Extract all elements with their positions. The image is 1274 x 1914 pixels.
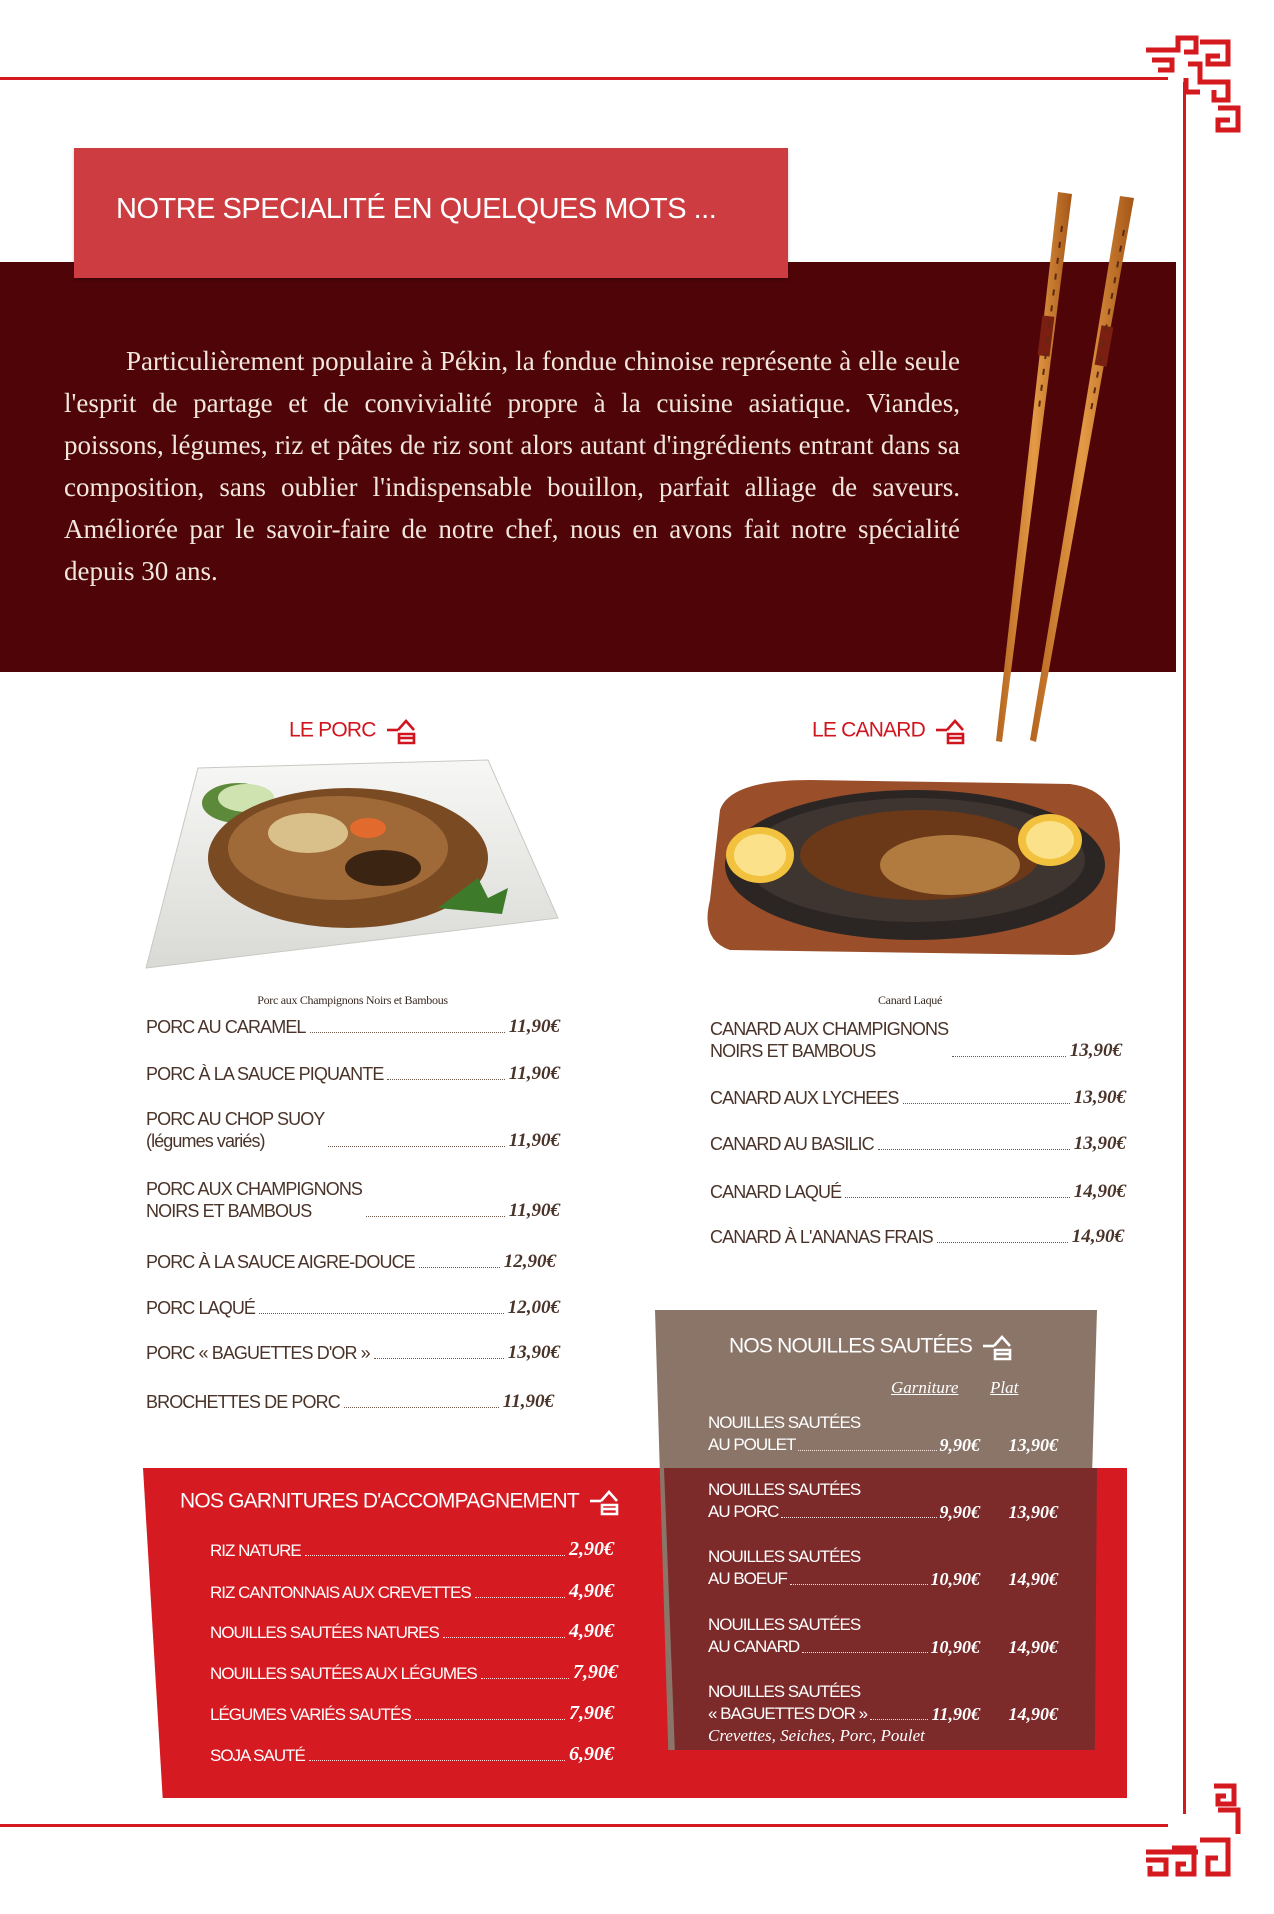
top-right-ornament-icon <box>1138 30 1248 140</box>
house-glyph-icon <box>385 717 417 745</box>
intro-text: Particulièrement populaire à Pékin, la fondue chinoise représente à elle seule l'esprit de partage et de convivialité propre à la cuisine asiatique. Viandes, poissons, légumes, riz et pâtes de riz sont alors autant d'ingrédients entrant dans sa composition, sans oublier l'indispensable bouillon, parfait alliage de saveurs. Améliorée par le savoir-faire de notre chef, nous en avons fait notre spécialité depuis 30 ans. <box>64 346 960 586</box>
house-glyph-icon <box>588 1488 620 1516</box>
garniture-item: NOUILLES SAUTÉES AUX LÉGUMES 7,90€ <box>210 1661 618 1683</box>
canard-title-text: LE CANARD <box>812 718 925 742</box>
garnitures-title-text: NOS GARNITURES D'ACCOMPAGNEMENT <box>180 1489 579 1513</box>
porc-dish-photo <box>138 748 568 980</box>
canard-section-title <box>812 717 966 745</box>
menu-item: PORC LAQUÉ 12,00€ <box>146 1297 560 1318</box>
garniture-item: SOJA SAUTÉ 6,90€ <box>210 1743 614 1765</box>
nouilles-item: NOUILLES SAUTÉES « BAGUETTES D'OR » 11,90€ 14,90€ Crevettes, Seiches, Porc, Poulet <box>708 1682 1058 1745</box>
column-header-garniture: Garniture <box>891 1378 959 1397</box>
page-title: NOTRE SPECIALITÉ EN QUELQUES MOTS ... <box>116 193 717 225</box>
porc-title-text: LE PORC <box>289 718 376 742</box>
garnitures-section-title <box>180 1488 620 1516</box>
menu-item: CANARD À L'ANANAS FRAIS 14,90€ <box>710 1226 1124 1247</box>
menu-item: PORC « BAGUETTES D'OR » 13,90€ <box>146 1342 560 1363</box>
menu-item: PORC À LA SAUCE AIGRE-DOUCE 12,90€ <box>146 1251 556 1272</box>
garniture-item: LÉGUMES VARIÉS SAUTÉS 7,90€ <box>210 1702 614 1724</box>
house-glyph-icon <box>934 717 966 745</box>
menu-item: PORC AU CARAMEL 11,90€ <box>146 1016 560 1037</box>
column-header-plat: Plat <box>990 1378 1019 1397</box>
canard-dish-photo <box>690 760 1125 960</box>
menu-item: BROCHETTES DE PORC 11,90€ <box>146 1391 554 1412</box>
nouilles-section-title <box>729 1333 1013 1361</box>
canard-photo-caption: Canard Laqué <box>877 993 943 1007</box>
nouilles-item: NOUILLES SAUTÉES AU PORC 9,90€ 13,90€ <box>708 1480 1058 1522</box>
nouilles-title-text: NOS NOUILLES SAUTÉES <box>729 1334 973 1358</box>
house-glyph-icon <box>981 1333 1013 1361</box>
menu-item: CANARD LAQUÉ 14,90€ <box>710 1181 1126 1202</box>
menu-item: CANARD AUX LYCHEES 13,90€ <box>710 1087 1126 1108</box>
menu-item: CANARD AU BASILIC 13,90€ <box>710 1133 1126 1154</box>
nouilles-item: NOUILLES SAUTÉES AU BOEUF 10,90€ 14,90€ <box>708 1547 1058 1589</box>
porc-section-title <box>289 717 417 745</box>
chopsticks-illustration <box>980 186 1150 746</box>
menu-item: PORC AUX CHAMPIGNONS NOIRS ET BAMBOUS 11,90€ <box>146 1179 560 1221</box>
frame-bottom-line <box>0 1824 1168 1827</box>
bottom-right-ornament-icon <box>1138 1778 1248 1888</box>
garniture-item: RIZ NATURE 2,90€ <box>210 1538 614 1560</box>
menu-item: PORC AU CHOP SUOY (légumes variés) 11,90€ <box>146 1109 560 1151</box>
menu-item: CANARD AUX CHAMPIGNONS NOIRS ET BAMBOUS 13,90€ <box>710 1019 1122 1061</box>
menu-item: PORC À LA SAUCE PIQUANTE 11,90€ <box>146 1063 560 1084</box>
frame-top-line <box>0 77 1168 80</box>
title-band <box>74 148 788 278</box>
nouilles-item: NOUILLES SAUTÉES AU CANARD 10,90€ 14,90€ <box>708 1615 1058 1657</box>
garniture-item: RIZ CANTONNAIS AUX CREVETTES 4,90€ <box>210 1580 614 1602</box>
nouilles-item: NOUILLES SAUTÉES AU POULET 9,90€ 13,90€ <box>708 1413 1058 1455</box>
garniture-item: NOUILLES SAUTÉES NATURES 4,90€ <box>210 1620 614 1642</box>
porc-photo-caption: Porc aux Champignons Noirs et Bambous <box>257 993 448 1007</box>
frame-right-line <box>1183 82 1186 1814</box>
